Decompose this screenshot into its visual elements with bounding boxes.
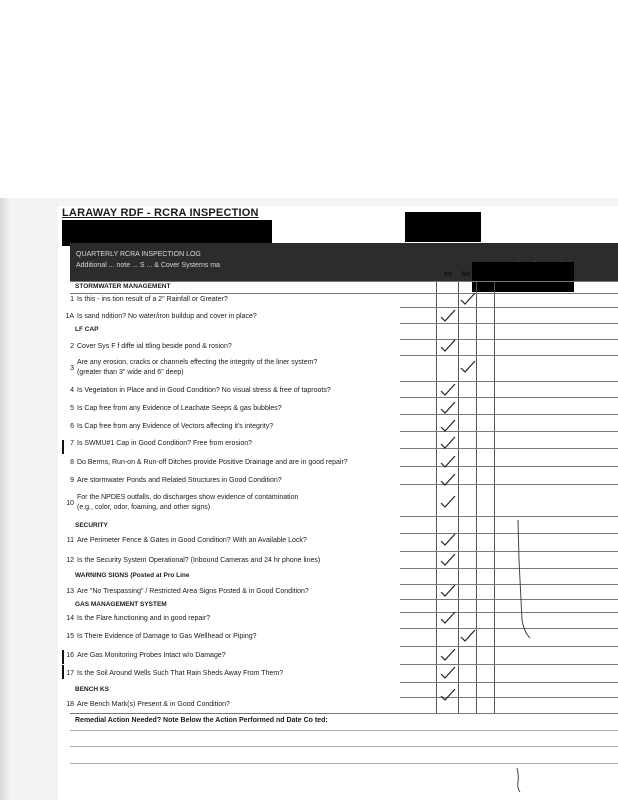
form-title: LARAWAY RDF - RCRA INSPECTION [62, 207, 259, 219]
checkmark-icon [440, 339, 456, 353]
margin-bracket [62, 650, 64, 664]
question-number: 1A [65, 313, 74, 320]
grid-line [400, 697, 618, 698]
question-text-continued: (e.g., color, odor, foaming, and other signs) [77, 504, 211, 511]
question-row [0, 438, 618, 452]
checkmark-yes [440, 688, 456, 702]
checkmark-icon [440, 419, 456, 433]
question-row [0, 294, 618, 308]
question-text: Are Bench Mark(s) Present & in Good Condition? [77, 701, 230, 708]
grid-line [70, 746, 618, 747]
margin-bracket [62, 665, 64, 679]
question-text: Is the Security System Operational? (Inbound Cameras and 24 hr phone lines) [77, 557, 321, 564]
question-row [0, 668, 618, 682]
section-warning-signs: WARNING SIGNS (Posted at Pro Line [75, 572, 190, 579]
checkmark-icon [440, 553, 456, 567]
section-gas-management: GAS MANAGEMENT SYSTEM [75, 601, 167, 608]
question-row [0, 475, 618, 489]
grid-line [400, 533, 618, 534]
checkmark-icon [440, 401, 456, 415]
question-number: 10 [66, 500, 74, 507]
checkmark-icon [440, 688, 456, 702]
question-number: 4 [70, 387, 74, 394]
checkmark-no [460, 292, 476, 306]
question-text: Is this - ins tion result of a 2" Rainfall or Greater? [77, 296, 228, 303]
checkmark-yes [440, 666, 456, 680]
handwritten-line [512, 768, 524, 792]
question-number: 14 [66, 615, 74, 622]
question-text: Cover Sys F f diffe ial ttling beside pond & rosion? [77, 343, 232, 350]
checkmark-yes [440, 383, 456, 397]
question-number: 3 [70, 365, 74, 372]
question-text: Is Cap free from any Evidence of Vectors affecting it's integrity? [77, 423, 274, 430]
grid-line [400, 682, 618, 683]
question-text: Is SWMU#1 Cap in Good Condition? Free from erosion? [77, 440, 253, 447]
checkmark-yes [440, 473, 456, 487]
checkmark-icon [440, 383, 456, 397]
question-number: 12 [66, 557, 74, 564]
section-lf-cap: LF CAP [75, 326, 99, 333]
checkmark-no [460, 360, 476, 374]
checkmark-icon [440, 611, 456, 625]
checkmark-icon [440, 473, 456, 487]
margin-bracket [62, 440, 64, 454]
question-number: 16 [66, 652, 74, 659]
question-row [0, 341, 618, 355]
checkmark-icon [440, 533, 456, 547]
question-row [0, 311, 618, 325]
checkmark-yes [440, 436, 456, 450]
question-row [0, 457, 618, 471]
checkmark-icon [440, 455, 456, 469]
form-instructions: Additional ... note ... S ... & Cover Systems ma [76, 262, 220, 269]
grid-line [400, 551, 618, 552]
grid-line [400, 584, 618, 585]
grid-line [70, 730, 618, 731]
question-text: Do Berms, Run-on & Run-off Ditches provide Positive Drainage and are in good repair? [77, 459, 348, 466]
question-number: 7 [70, 440, 74, 447]
grid-line [70, 713, 618, 714]
question-number: 18 [66, 701, 74, 708]
handwritten-line [510, 520, 534, 640]
checkmark-icon [460, 360, 476, 374]
checkmark-yes [440, 309, 456, 323]
question-number: 9 [70, 477, 74, 484]
grid-line [400, 646, 618, 647]
checkmark-yes [440, 495, 456, 509]
checkmark-yes [440, 339, 456, 353]
question-text: Are any erosion, cracks or channels effecting the integrity of the liner system? [77, 359, 318, 366]
checkmark-yes [440, 553, 456, 567]
checkmark-icon [440, 648, 456, 662]
question-text: Is Cap free from any Evidence of Leachate Seeps & gas bubbles? [77, 405, 282, 412]
checkmark-icon [440, 309, 456, 323]
question-number: 15 [66, 633, 74, 640]
checkmark-icon [460, 629, 476, 643]
question-number: 8 [70, 459, 74, 466]
checkmark-yes [440, 648, 456, 662]
checkmark-yes [440, 611, 456, 625]
redaction-block [472, 262, 574, 292]
question-number: 2 [70, 343, 74, 350]
question-row [0, 358, 618, 380]
section-security: SECURITY [75, 522, 108, 529]
question-row [0, 421, 618, 435]
checkmark-yes [440, 419, 456, 433]
question-row [0, 403, 618, 417]
question-number: 6 [70, 423, 74, 430]
redaction-block [405, 212, 481, 242]
checkmark-yes [440, 455, 456, 469]
column-no-header: No [461, 271, 471, 278]
question-number: 1 [70, 296, 74, 303]
checkmark-icon [440, 666, 456, 680]
checkmark-icon [460, 292, 476, 306]
grid-line [70, 763, 618, 764]
question-text: Is the Soil Around Wells Such That Rain Sheds Away From Them? [77, 670, 284, 677]
checkmark-no [460, 629, 476, 643]
question-text-continued: (greater than 3" wide and 6" deep) [77, 369, 184, 376]
question-text: Are Perimeter Fence & Gates in Good Condition? With an Available Lock? [77, 537, 307, 544]
section-stormwater: STORMWATER MANAGEMENT [75, 283, 171, 290]
grid-line [400, 664, 618, 665]
checkmark-icon [440, 495, 456, 509]
grid-line [400, 339, 618, 340]
question-text: Is sand ndition? No water/iron buildup and cover in place? [77, 313, 257, 320]
question-row [0, 650, 618, 664]
remedial-action-note: Remedial Action Needed? Note Below the Action Performed nd Date Co ted: [75, 717, 328, 724]
column-yes-header: es [444, 271, 452, 278]
section-benchmarks: BENCH KS [75, 686, 109, 693]
grid-line [400, 628, 618, 629]
checkmark-icon [440, 584, 456, 598]
question-row [0, 492, 618, 514]
question-text: Are "No Trespassing" / Restricted Area Signs Posted & in Good Condition? [77, 588, 309, 595]
grid-line [400, 355, 618, 356]
checkmark-yes [440, 533, 456, 547]
question-row [0, 385, 618, 399]
question-number: 5 [70, 405, 74, 412]
question-text: Is the Flare functioning and in good repair? [77, 615, 211, 622]
question-text: Are Gas Monitoring Probes Intact w/o Damage? [77, 652, 226, 659]
question-text: Are stormwater Ponds and Related Structures in Good Condition? [77, 477, 282, 484]
question-number: 13 [66, 588, 74, 595]
grid-line [70, 281, 618, 282]
grid-line [400, 516, 618, 517]
grid-line [400, 381, 618, 382]
checkmark-yes [440, 401, 456, 415]
question-row [0, 699, 618, 713]
question-text: Is Vegetation in Place and in Good Condition? No visual stress & free of taproots? [77, 387, 331, 394]
question-text: Is There Evidence of Damage to Gas Wellhead or Piping? [77, 633, 257, 640]
form-subtitle: QUARTERLY RCRA INSPECTION LOG [76, 251, 201, 258]
checkmark-icon [440, 436, 456, 450]
checkmark-yes [440, 584, 456, 598]
question-number: 17 [66, 670, 74, 677]
question-text: For the NPDES outfalls, do discharges show evidence of contamination [77, 494, 299, 501]
question-number: 11 [66, 537, 74, 544]
